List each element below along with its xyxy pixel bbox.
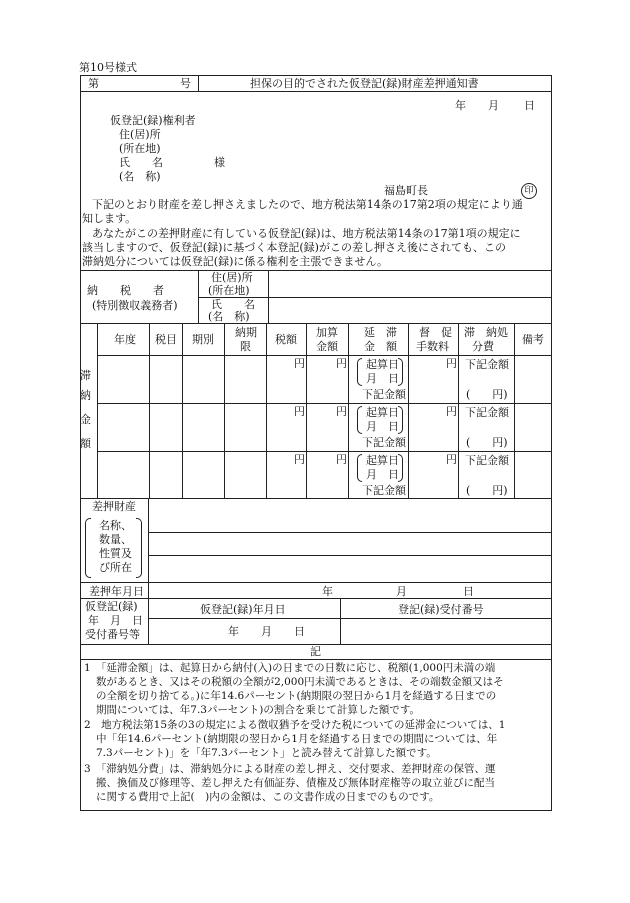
official-seal: 印 [521, 183, 537, 199]
row3-delay-below: 下記金額 [362, 484, 406, 497]
row3-bracket-left [357, 454, 362, 482]
frame-bottom [80, 810, 552, 811]
frame-right [551, 75, 552, 811]
col-header-tax-amount: 税額 [275, 333, 297, 346]
row2-calc-date: 月 日 [366, 420, 399, 433]
col-header-added-1: 加算 [316, 326, 338, 339]
date-day: 日 [524, 99, 535, 112]
row1-delay-below: 下記金額 [362, 388, 406, 401]
col-header-disposal-1: 滞 納処 [464, 326, 508, 339]
provisional-number-header: 登記(録)受付番号 [398, 603, 484, 616]
addressee-address-label: 住(居)所 [119, 128, 161, 141]
provisional-label-2: 年 月 日 [88, 614, 143, 627]
note-1-line-2: 数があるとき、又はその税額の全額が2,000円未満であるときは、その端数金額又はそ [96, 676, 504, 688]
document-title: 担保の目的でされた仮登記(録)財産差押通知書 [250, 77, 479, 90]
addressee-name-label: 氏 名 [119, 156, 163, 169]
notes-heading: 記 [310, 645, 321, 658]
seized-property-title: 差押財産 [92, 500, 136, 513]
arrears-side-label-2: 納 [80, 389, 91, 402]
col-header-due-2: 限 [240, 340, 251, 353]
seizure-month: 月 [396, 585, 407, 598]
seizure-day: 日 [463, 585, 474, 598]
addressee-location-label: (所在地) [119, 142, 161, 155]
provisional-date-value: 年 月 日 [228, 625, 305, 638]
date-month: 月 [488, 99, 499, 112]
col-header-disposal-2: 分費 [472, 340, 494, 353]
note-1-line-4: 期間については、年7.3パーセント)の割合を乗じて計算した額です。 [96, 704, 421, 716]
sender-name: 福島町長 [384, 184, 428, 197]
row2-tax-yen: 円 [294, 405, 305, 418]
row1-tax-yen: 円 [294, 357, 305, 370]
row3-tax-yen: 円 [294, 453, 305, 466]
note-3-line-1: 3 「滞納処分費」は、滞納処分による財産の差し押え、交付要求、差押財産の保管、運 [84, 763, 496, 775]
seized-desc-3: 性質及 [99, 547, 132, 560]
body-paragraph-2-line-1: あなたがこの差押財産に有している仮登記(録)は、地方税法第14条の17第1項の規定に [92, 227, 521, 240]
note-3-line-3: に関する費用で上記( )内の金額は、この文書作成の日までのものです。 [96, 791, 440, 803]
taxpayer-name-label: 氏 名 [211, 298, 255, 311]
arrears-side-label-1: 滞 [80, 369, 91, 382]
row3-calc-date: 月 日 [366, 468, 399, 481]
row2-calc-start: 起算日 [366, 406, 399, 419]
addressee-title: 仮登記(録)権利者 [110, 114, 196, 127]
provisional-label-3: 受付番号等 [85, 628, 140, 641]
row2-fee-yen: 円 [446, 405, 457, 418]
taxpayer-location-label: (所在地) [208, 284, 250, 297]
note-3-line-2: 搬、換価及び修理等、差し押えた有価証券、債権及び無体財産権等の取立並びに配当 [96, 777, 495, 789]
col-header-added-2: 金額 [316, 340, 338, 353]
doc-number-suffix: 号 [180, 77, 191, 90]
doc-number-prefix: 第 [88, 77, 99, 90]
addressee-honorific: 様 [214, 156, 225, 169]
row1-disposal-bottom: ( 円) [466, 388, 508, 401]
row1-calc-start: 起算日 [366, 358, 399, 371]
seizure-year: 年 [322, 585, 333, 598]
row3-fee-yen: 円 [446, 453, 457, 466]
row2-disposal-top: 下記金額 [465, 406, 509, 419]
taxpayer-address-label: 住(居)所 [211, 271, 253, 284]
taxpayer-org-label: (名 称) [208, 310, 250, 323]
special-collector-label: (特別徴収義務者) [92, 299, 178, 312]
seized-desc-2: 数量、 [99, 533, 132, 546]
col-header-delay-1: 延 滞 [364, 326, 397, 339]
row3-disposal-bottom: ( 円) [466, 484, 508, 497]
seized-bracket-right [136, 518, 142, 578]
row1-fee-yen: 円 [446, 357, 457, 370]
row2-added-yen: 円 [336, 405, 347, 418]
col-header-fee-1: 督 促 [419, 326, 452, 339]
col-header-period: 期別 [192, 333, 214, 346]
provisional-date-header: 仮登記(録)年月日 [200, 603, 286, 616]
provisional-label-1: 仮登記(録) [85, 600, 138, 613]
row2-disposal-bottom: ( 円) [466, 436, 508, 449]
col-header-remarks: 備考 [522, 333, 544, 346]
col-header-tax-item: 税目 [155, 333, 177, 346]
row3-calc-start: 起算日 [366, 454, 399, 467]
seized-bracket-left [85, 518, 91, 578]
form-number: 第10号様式 [79, 61, 137, 74]
row2-delay-below: 下記金額 [362, 436, 406, 449]
col-header-due-1: 納期 [235, 326, 257, 339]
note-2-line-2: 中「年14.6パーセント(納期限の翌日から1月を経過する日までの期間については、年 [96, 733, 498, 745]
note-1-line-3: の全額を切り捨てる。)に年14.6パーセント(納期限の翌日から1月を経過する日までの [96, 690, 497, 702]
body-paragraph-1-line-1: 下記のとおり財産を差し押さえましたので、地方税法第14条の17第2項の規定により通 [92, 198, 523, 211]
note-2-line-1: 2 地方税法第15条の3の規定による徴収猶予を受けた税についての延滞金については、1 [84, 719, 506, 731]
taxpayer-label: 納 税 者 [87, 284, 164, 297]
seized-desc-4: び所在 [99, 561, 132, 574]
row2-bracket-left [357, 406, 362, 434]
frame-top [80, 75, 552, 76]
col-header-year: 年度 [114, 333, 136, 346]
row1-calc-date: 月 日 [366, 372, 399, 385]
row1-disposal-top: 下記金額 [465, 358, 509, 371]
note-1-line-1: 1 「延滞金額」は、起算日から納付(入)の日までの日数に応じ、税額(1,000円未満の端 [84, 662, 496, 674]
row3-disposal-top: 下記金額 [465, 454, 509, 467]
note-2-line-3: 7.3パーセント)」を「年7.3パーセント」と読み替えて計算した額です。 [96, 747, 437, 759]
arrears-side-label-3: 金 [80, 413, 91, 426]
seizure-date-label: 差押年月日 [89, 585, 144, 598]
seized-desc-1: 名称、 [99, 519, 132, 532]
row3-added-yen: 円 [336, 453, 347, 466]
addressee-org-label: (名 称) [119, 170, 161, 183]
body-paragraph-2-line-2: 該当しますので、仮登記(録)に基づく本登記(録)がこの差し押さえ後にされても、この [82, 241, 506, 254]
arrears-side-label-4: 額 [80, 437, 91, 450]
body-paragraph-2-line-3: 滞納処分については仮登記(録)に係る権利を主張できません。 [82, 255, 389, 268]
body-paragraph-1-line-2: 知します。 [82, 212, 137, 225]
col-header-delay-2: 金 額 [364, 340, 397, 353]
row1-bracket-left [357, 358, 362, 386]
row1-added-yen: 円 [336, 357, 347, 370]
col-header-fee-2: 手数料 [416, 340, 449, 353]
date-year: 年 [455, 99, 466, 112]
